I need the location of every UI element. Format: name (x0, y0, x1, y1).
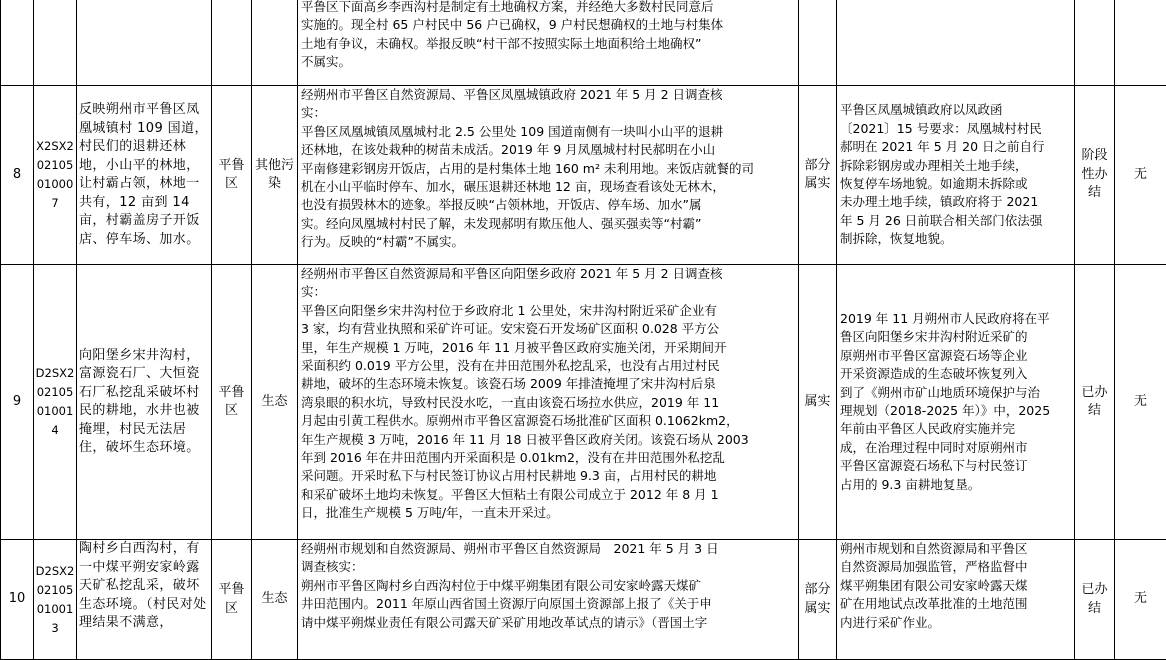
table-row (1, 86, 1166, 265)
findings-line: 平鲁区向阳堡乡宋井沟村位于乡政府北 1 公里处，宋井沟村附近采矿企业有 (301, 302, 795, 320)
investigation-findings (298, 540, 799, 660)
investigation-findings (298, 265, 799, 540)
findings-line: 土地有争议，未确权。举报反映“村干部不按照实际土地面积给土地确权” (301, 35, 795, 53)
findings-line: 实： (301, 283, 795, 301)
case-code: D2SX202105010014 (34, 265, 77, 540)
action-line: 郝明在 2021 年 5 月 20 日之前自行 (840, 138, 1071, 156)
findings-line: 湾泉眼的积水坑，导致村民没水吃，一直由该瓷石场拉水供应，2019 年 11 (301, 394, 795, 412)
pollution-type (252, 0, 298, 86)
action-line: 内进行采矿作业。 (840, 614, 1071, 632)
case-code: D2SX202105010013 (34, 540, 77, 660)
findings-line: 里，年生产规模 1 万吨，2016 年 11 月被平鲁区政府实施关闭，开采期间开 (301, 339, 795, 357)
action-line: 理规划（2018-2025 年）》中，2025 (840, 402, 1071, 420)
findings-line: 月起由引黄工程供水。原朔州市平鲁区富源瓷石场批准矿区面积 0.1062km2， (301, 412, 795, 430)
rectification-action (837, 0, 1075, 86)
rectification-action (837, 540, 1075, 660)
findings-line: 实。经向凤凰城村村民了解，未发现郝明有欺压他人、强买强卖等“村霸” (301, 215, 795, 233)
action-line: 恢复停车场地貌。如逾期未拆除或 (840, 175, 1071, 193)
action-line: 成，在治理过程中同时对原朔州市 (840, 439, 1071, 457)
case-code: X2SX202105010007 (34, 86, 77, 265)
complaint-content: 反映朔州市平鲁区凤凰城镇村 109 国道，村民们的退耕还林地，小山平的林地，让村霸占领，林地一共有，12 亩到 14 亩，村霸盖房子开饭店、停车场、加水。 (77, 86, 212, 265)
action-line: 占用的 9.3 亩耕地复垦。 (840, 476, 1071, 494)
findings-line: 井田范围内。2011 年原山西省国土资源厅向原国土资源部上报了《关于申 (301, 595, 795, 613)
action-line: 2019 年 11 月朔州市人民政府将在平 (840, 310, 1071, 328)
findings-line: 朔州市平鲁区陶村乡白西沟村位于中煤平朔集团有限公司安家岭露天煤矿 (301, 577, 795, 595)
pollution-type: 生态 (252, 540, 298, 660)
administrative-area: 平鲁区 (212, 265, 252, 540)
action-line: 平鲁区凤凰城镇政府以凤政函 (840, 101, 1071, 119)
findings-line: 不属实。 (301, 53, 795, 71)
action-line: 朔州市规划和自然资源局和平鲁区 (840, 540, 1071, 558)
action-line: 未办理土地手续，镇政府将于 2021 (840, 193, 1071, 211)
verdict: 部分属实 (799, 540, 837, 660)
accountability: 无 (1115, 540, 1166, 660)
action-line: 矿在用地试点改革批准的土地范围 (840, 595, 1071, 613)
handling-status: 已办结 (1075, 540, 1115, 660)
accountability (1115, 0, 1166, 86)
findings-line: 请中煤平朔煤业责任有限公司露天矿采矿用地改革试点的请示》（晋国土字 (301, 614, 795, 632)
handling-status: 阶段性办结 (1075, 86, 1115, 265)
rectification-action (837, 86, 1075, 265)
investigation-findings (298, 86, 799, 265)
action-line: 原朔州市平鲁区富源瓷石场等企业 (840, 347, 1071, 365)
row-number: 10 (1, 540, 34, 660)
case-code (34, 0, 77, 86)
administrative-area: 平鲁区 (212, 540, 252, 660)
row-number (1, 0, 34, 86)
action-line: 〔2021〕15 号要求：凤凰城村村民 (840, 120, 1071, 138)
action-line: 制拆除，恢复地貌。 (840, 230, 1071, 248)
action-line: 平鲁区富源瓷石场私下与村民签订 (840, 457, 1071, 475)
row-number: 9 (1, 265, 34, 540)
verdict: 属实 (799, 265, 837, 540)
action-line: 年前由平鲁区人民政府实施并完 (840, 420, 1071, 438)
findings-line: 实施的。现全村 65 户村民中 56 户已确权，9 户村民想确权的土地与村集体 (301, 16, 795, 34)
pollution-type: 生态 (252, 265, 298, 540)
accountability: 无 (1115, 265, 1166, 540)
row-number: 8 (1, 86, 34, 265)
action-line: 鲁区向阳堡乡宋井沟村附近采矿的 (840, 328, 1071, 346)
findings-line: 耕地，破坏的生态环境未恢复。该瓷石场 2009 年排渣掩埋了宋井沟村后泉 (301, 375, 795, 393)
findings-line: 采问题。开采时私下与村民签订协议占用村民耕地 9.3 亩，占用村民的耕地 (301, 467, 795, 485)
findings-line: 还林地，在该处栽种的树苗未成活。2019 年 9 月凤凰城村村民郝明在小山 (301, 141, 795, 159)
findings-line: 和采矿破坏土地均未恢复。平鲁区大恒粘土有限公司成立于 2012 年 8 月 1 (301, 486, 795, 504)
administrative-area: 平鲁区 (212, 86, 252, 265)
findings-line: 经朔州市平鲁区自然资源局、平鲁区凤凰城镇政府 2021 年 5 月 2 日调查核 (301, 86, 795, 104)
findings-line: 也没有损毁林木的迹象。举报反映“占领林地，开饭店、停车场、加水”属 (301, 196, 795, 214)
verdict: 部分属实 (799, 86, 837, 265)
findings-line: 日，批准生产规模 5 万吨/年，一直未开采过。 (301, 504, 795, 522)
handling-status: 已办结 (1075, 265, 1115, 540)
findings-line: 采面积约 0.019 平方公里，没有在井田范围外私挖乱采，也没有占用过村民 (301, 357, 795, 375)
action-line: 年 5 月 26 日前联合相关部门依法强 (840, 212, 1071, 230)
findings-line: 年到 2016 年在井田范围内开采面积是 0.01km2，没有在井田范围外私挖乱 (301, 449, 795, 467)
action-line: 到了《朔州市矿山地质环境保护与治 (840, 384, 1071, 402)
investigation-findings (298, 0, 799, 86)
handling-status (1075, 0, 1115, 86)
findings-line: 机在小山平临时停车、加水，碾压退耕还林地 12 亩，现场查看该处无林木， (301, 178, 795, 196)
findings-line: 经朔州市规划和自然资源局、朔州市平鲁区自然资源局 2021 年 5 月 3 日 (301, 540, 795, 558)
findings-line: 经朔州市平鲁区自然资源局和平鲁区向阳堡乡政府 2021 年 5 月 2 日调查核 (301, 265, 795, 283)
action-line: 煤平朔集团有限公司安家岭露天煤 (840, 577, 1071, 595)
complaint-content: 陶村乡白西沟村，有一中煤平朔安家岭露天矿私挖乱采，破坏生态环境。（村民对处理结果不满意， (77, 540, 212, 660)
findings-line: 平南修建彩钢房开饭店，占用的是村集体土地 160 m² 未利用地。来饭店就餐的司 (301, 160, 795, 178)
table-row (1, 0, 1166, 86)
findings-line: 3 家，均有营业执照和采矿许可证。安宋瓷石开发场矿区面积 0.028 平方公 (301, 320, 795, 338)
findings-line: 年生产规模 3 万吨，2016 年 11 月 18 日被平鲁区政府关闭。该瓷石场从 2003 (301, 431, 795, 449)
action-line: 自然资源局加强监管，严格监督中 (840, 558, 1071, 576)
complaint-content: 向阳堡乡宋井沟村，富源瓷石厂、大恒瓷石厂私挖乱采破坏村民的耕地，水井也被掩埋，村民无法居住，破坏生态环境。 (77, 265, 212, 540)
table-row (1, 540, 1166, 660)
rectification-action (837, 265, 1075, 540)
findings-line: 平鲁区下面高乡李西沟村是制定有土地确权方案，并经绝大多数村民同意后 (301, 0, 795, 16)
pollution-type: 其他污染 (252, 86, 298, 265)
action-line: 开采资源造成的生态破坏恢复列入 (840, 365, 1071, 383)
action-line: 拆除彩钢房或办理相关土地手续， (840, 157, 1071, 175)
findings-line: 行为。反映的“村霸”不属实。 (301, 233, 795, 251)
findings-line: 实： (301, 104, 795, 122)
findings-line: 平鲁区凤凰城镇凤凰城村北 2.5 公里处 109 国道南侧有一块叫小山平的退耕 (301, 123, 795, 141)
findings-line: 调查核实： (301, 558, 795, 576)
verdict (799, 0, 837, 86)
table-row (1, 265, 1166, 540)
complaint-content (77, 0, 212, 86)
accountability: 无 (1115, 86, 1166, 265)
administrative-area (212, 0, 252, 86)
